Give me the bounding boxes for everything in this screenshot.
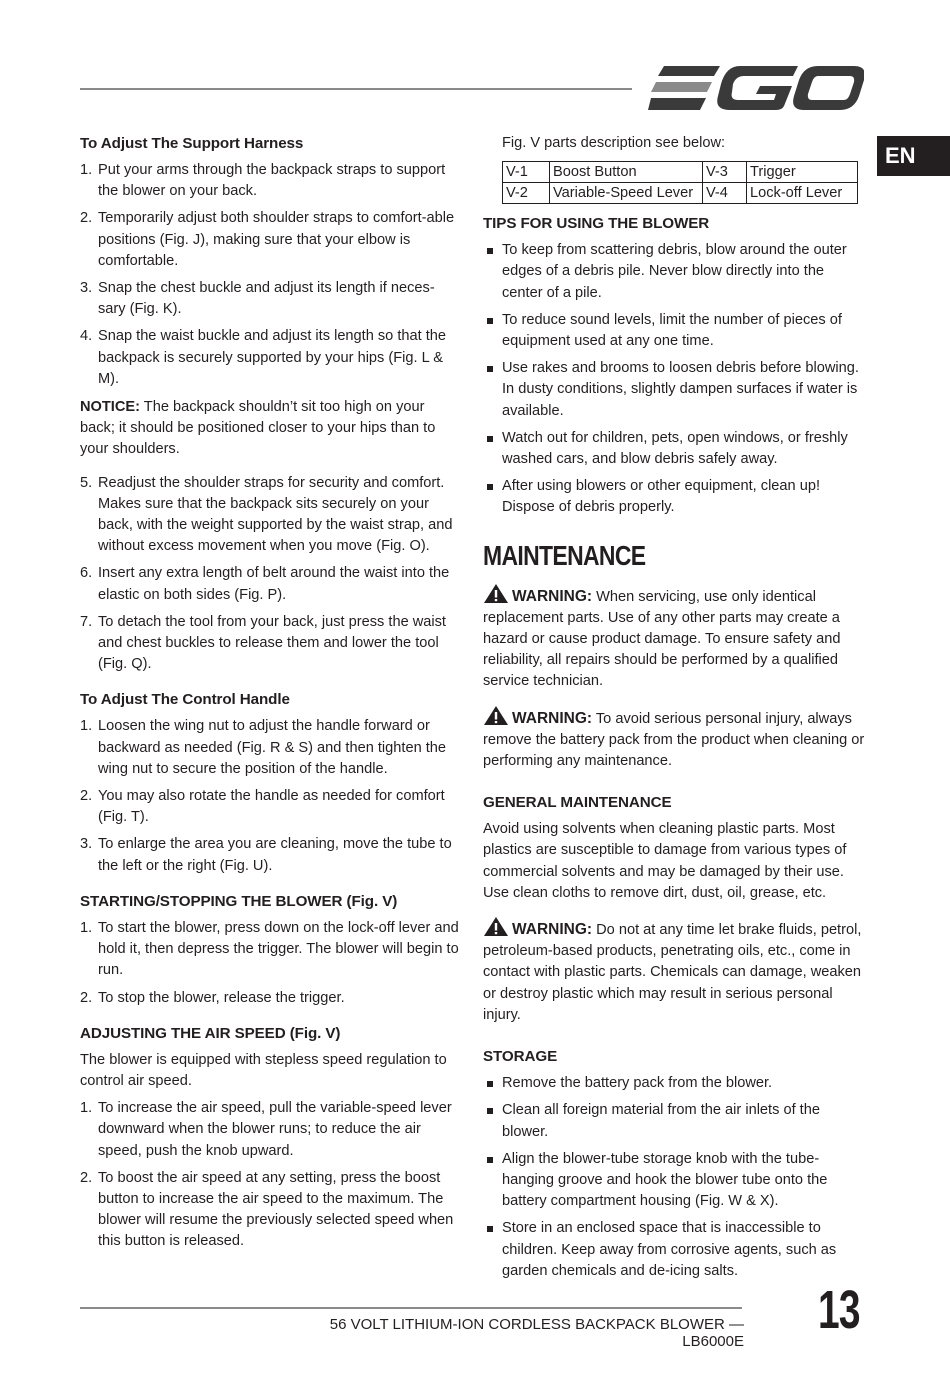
table-row bbox=[503, 162, 858, 183]
list-item: To keep from scattering debris, blow around the outer edges of a debris pile. Never blow directly into the center of a pile. bbox=[483, 240, 865, 304]
list-item: After using blowers or other equipment, clean up! Dispose of debris properly. bbox=[483, 476, 865, 518]
parts-table bbox=[502, 161, 858, 204]
language-tab: EN bbox=[877, 136, 950, 176]
table-row bbox=[503, 183, 858, 204]
warning-triangle-icon bbox=[483, 583, 509, 604]
table-cell: Variable-Speed Lever bbox=[550, 183, 703, 204]
left-column bbox=[80, 133, 462, 1259]
table-cell: V-3 bbox=[703, 162, 747, 183]
list-item: 4. Snap the waist buckle and adjust its length so that the backpack is securely supported by your hips (Fig. L & M). bbox=[80, 328, 447, 387]
starting-heading: STARTING/STOPPING THE BLOWER (Fig. V) bbox=[80, 892, 398, 910]
footer-rule bbox=[80, 1307, 742, 1309]
harness-heading: To Adjust The Support Harness bbox=[80, 135, 304, 152]
list-item: 2. You may also rotate the handle as needed for comfort (Fig. T). bbox=[80, 788, 445, 826]
warning-paragraph: WARNING: When servicing, use only identical replacement parts. Use of any other parts may create a hazard or cause product damage. To ensure safety and reliability, all repairs should be performed by a qualified service technician. bbox=[483, 583, 865, 693]
warning-paragraph: WARNING: Do not at any time let brake fluids, petrol, petroleum-based products, penetrating oils, etc., come in contact with plastic parts. Chemicals can damage, weaken or destroy plastic which may result in serious personal injury. bbox=[483, 916, 865, 1026]
notice-paragraph: NOTICE: The backpack shouldn’t sit too high on your back; it should be positioned closer to your hips than to your shoulders. bbox=[80, 399, 436, 458]
maintenance-title: MAINTENANCE bbox=[483, 539, 646, 571]
list-item: Align the blower-tube storage knob with the tube-hanging groove and hook the blower tube onto the battery compartment housing (Fig. W & X). bbox=[483, 1149, 865, 1213]
page-number: 13 bbox=[818, 1280, 860, 1340]
list-item: To reduce sound levels, limit the number of pieces of equipment used at any one time. bbox=[483, 310, 865, 352]
list-item: Use rakes and brooms to loosen debris before blowing. In dusty conditions, slightly dampen surfaces if water is available. bbox=[483, 358, 865, 422]
bullet-icon bbox=[487, 1108, 493, 1114]
list-item: 2. To boost the air speed at any setting, press the boost button to increase the air speed to the maximum. The blower will resume the previously selected speed when this button is released. bbox=[80, 1169, 454, 1250]
warning-triangle-icon bbox=[483, 916, 509, 937]
list-item: 1. To increase the air speed, pull the variable-speed lever downward when the blower runs; to reduce the air speed, push the knob upward. bbox=[80, 1100, 452, 1159]
control-handle-steps bbox=[80, 716, 462, 876]
warning-paragraph: WARNING: To avoid serious personal injury, always remove the battery pack from the product when cleaning or performing any maintenance. bbox=[483, 705, 865, 773]
air-speed-steps bbox=[80, 1098, 462, 1252]
list-item: 1. To start the blower, press down on the lock-off lever and hold it, then depress the trigger. The blower will begin to run. bbox=[80, 919, 459, 979]
bullet-icon bbox=[487, 484, 493, 490]
table-cell: V-4 bbox=[703, 183, 747, 204]
list-item: 2. To stop the blower, release the trigger. bbox=[80, 989, 345, 1006]
bullet-icon bbox=[487, 366, 493, 372]
table-cell: Boost Button bbox=[550, 162, 703, 183]
list-item: 5. Readjust the shoulder straps for security and comfort. Makes sure that the backpack sits securely on your back, with the weight supported by the waist strap, and without excess movement when you move (Fig. O). bbox=[80, 474, 453, 555]
list-item: 6. Insert any extra length of belt around the waist into the elastic on both sides (Fig. P). bbox=[80, 565, 450, 603]
list-item: Watch out for children, pets, open windows, or freshly washed cars, and blow debris safely away. bbox=[483, 428, 865, 470]
ego-logo bbox=[648, 62, 864, 114]
general-maintenance-heading: GENERAL MAINTENANCE bbox=[483, 794, 672, 812]
tips-heading: TIPS FOR USING THE BLOWER bbox=[483, 215, 710, 233]
air-speed-intro: The blower is equipped with stepless speed regulation to control air speed. bbox=[80, 1051, 447, 1089]
storage-list bbox=[483, 1073, 865, 1282]
list-item: Store in an enclosed space that is inaccessible to children. Keep away from corrosive agents, such as garden chemicals and de-icing salts. bbox=[483, 1218, 865, 1282]
storage-heading: STORAGE bbox=[483, 1048, 558, 1066]
table-cell: V-2 bbox=[503, 183, 550, 204]
list-item: 3. To enlarge the area you are cleaning, move the tube to the left or the right (Fig. U). bbox=[80, 836, 452, 874]
header-rule bbox=[80, 88, 632, 90]
footer-title: 56 VOLT LITHIUM-ION CORDLESS BACKPACK BLOWER — LB6000E bbox=[329, 1316, 744, 1350]
table-cell: V-1 bbox=[503, 162, 550, 183]
bullet-icon bbox=[487, 436, 493, 442]
bullet-icon bbox=[487, 1081, 493, 1087]
table-cell: Lock-off Lever bbox=[747, 183, 858, 204]
general-maintenance-text: Avoid using solvents when cleaning plastic parts. Most plastics are susceptible to damage from various types of commercial solvents and may be damaged by their use. Use clean cloths to remove dirt, dust, oil, grease, etc. bbox=[483, 821, 847, 901]
list-item: Clean all foreign material from the air inlets of the blower. bbox=[483, 1100, 865, 1142]
control-handle-heading: To Adjust The Control Handle bbox=[80, 691, 290, 709]
harness-steps-continued bbox=[80, 473, 462, 676]
starting-steps bbox=[80, 918, 462, 1009]
list-item: 2. Temporarily adjust both shoulder straps to comfort-able positions (Fig. J), making sure that your elbow is comfortable. bbox=[80, 210, 455, 269]
list-item: 3. Snap the chest buckle and adjust its length if neces-sary (Fig. K). bbox=[80, 280, 435, 318]
table-cell: Trigger bbox=[747, 162, 858, 183]
bullet-icon bbox=[487, 1226, 493, 1232]
fig-v-caption: Fig. V parts description see below: bbox=[502, 135, 726, 151]
bullet-icon bbox=[487, 1157, 493, 1163]
list-item: Remove the battery pack from the blower. bbox=[483, 1073, 865, 1094]
air-speed-heading: ADJUSTING THE AIR SPEED (Fig. V) bbox=[80, 1024, 341, 1042]
bullet-icon bbox=[487, 318, 493, 324]
list-item: 1. Put your arms through the backpack straps to support the blower on your back. bbox=[80, 162, 446, 200]
bullet-icon bbox=[487, 248, 493, 254]
harness-steps bbox=[80, 160, 462, 390]
list-item: 1. Loosen the wing nut to adjust the handle forward or backward as needed (Fig. R & S) and then tighten the wing nut to secure the position of the handle. bbox=[80, 718, 447, 777]
right-column bbox=[483, 133, 865, 1288]
list-item: 7. To detach the tool from your back, just press the waist and chest buckles to release them and lower the tool (Fig. Q). bbox=[80, 613, 446, 673]
tips-list bbox=[483, 240, 865, 518]
warning-triangle-icon bbox=[483, 705, 509, 726]
